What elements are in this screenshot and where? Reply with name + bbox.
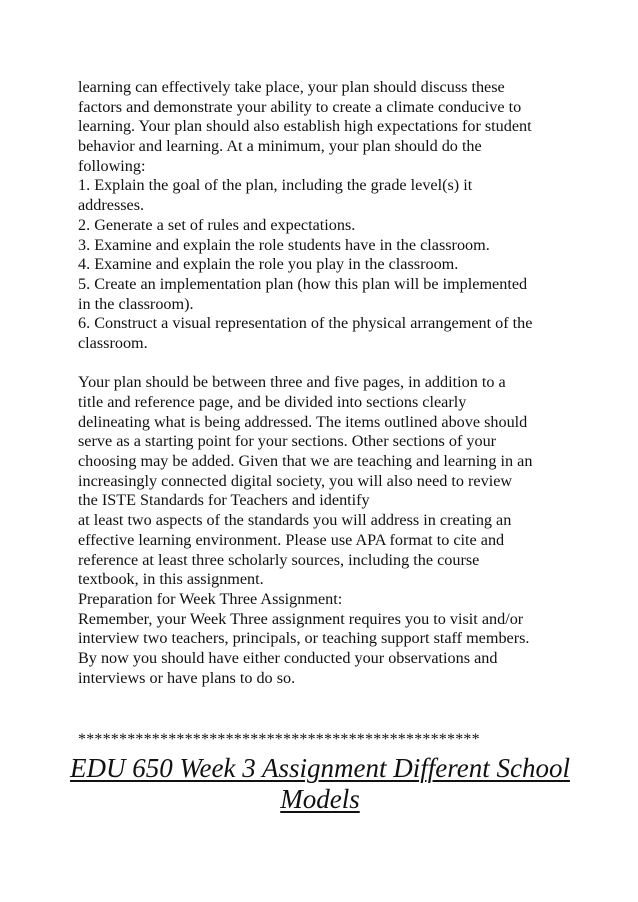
- text-line: increasingly connected digital society, you will also need to review: [78, 471, 513, 490]
- list-item-6: 6. Construct a visual representation of the physical arrangement of the: [78, 314, 533, 333]
- text-line: Remember, your Week Three assignment requires you to visit and/or: [78, 609, 524, 628]
- text-line: factors and demonstrate your ability to create a climate conducive to: [78, 97, 522, 116]
- text-line: classroom.: [78, 333, 148, 352]
- paragraph-gap: [78, 354, 568, 374]
- text-line: serve as a starting point for your sections. Other sections of your: [78, 432, 497, 451]
- text-line: effective learning environment. Please use APA format to cite and: [78, 530, 505, 549]
- text-line: interview two teachers, principals, or teaching support staff members.: [78, 629, 530, 648]
- text-line: learning can effectively take place, your plan should discuss these: [78, 78, 505, 96]
- text-line: delineating what is being addressed. The items outlined above should: [78, 412, 528, 431]
- list-item-2: 2. Generate a set of rules and expectations.: [78, 215, 356, 234]
- text-line: textbook, in this assignment.: [78, 570, 264, 589]
- separator-line: *************************************************: [78, 731, 480, 748]
- list-item-1: 1. Explain the goal of the plan, including the grade level(s) it: [78, 176, 473, 195]
- text-line: addresses.: [78, 196, 145, 215]
- text-line: following:: [78, 156, 146, 175]
- text-line: reference at least three scholarly sources, including the course: [78, 550, 480, 569]
- section-heading: Preparation for Week Three Assignment:: [78, 589, 343, 608]
- text-line: learning. Your plan should also establish high expectations for student: [78, 117, 532, 136]
- text-line: interviews or have plans to do so.: [78, 668, 296, 687]
- text-line: title and reference page, and be divided into sections clearly: [78, 393, 467, 411]
- text-line: Your plan should be between three and five pages, in addition to a: [78, 373, 506, 392]
- list-item-5: 5. Create an implementation plan (how this plan will be implemented: [78, 274, 528, 293]
- document-title-line-2: Models: [280, 784, 360, 814]
- text-line: choosing may be added. Given that we are teaching and learning in an: [78, 452, 533, 471]
- document-title-line-1: EDU 650 Week 3 Assignment Different School: [70, 753, 570, 783]
- text-line: By now you should have either conducted your observations and: [78, 648, 498, 667]
- text-line: the ISTE Standards for Teachers and identify: [78, 491, 370, 510]
- text-line: behavior and learning. At a minimum, your plan should do the: [78, 137, 482, 156]
- list-item-3: 3. Examine and explain the role students have in the classroom.: [78, 235, 490, 254]
- body-text: [78, 78, 568, 688]
- text-line: in the classroom).: [78, 294, 194, 313]
- text-line: at least two aspects of the standards you will address in creating an: [78, 511, 512, 530]
- list-item-4: 4. Examine and explain the role you play in the classroom.: [78, 255, 459, 274]
